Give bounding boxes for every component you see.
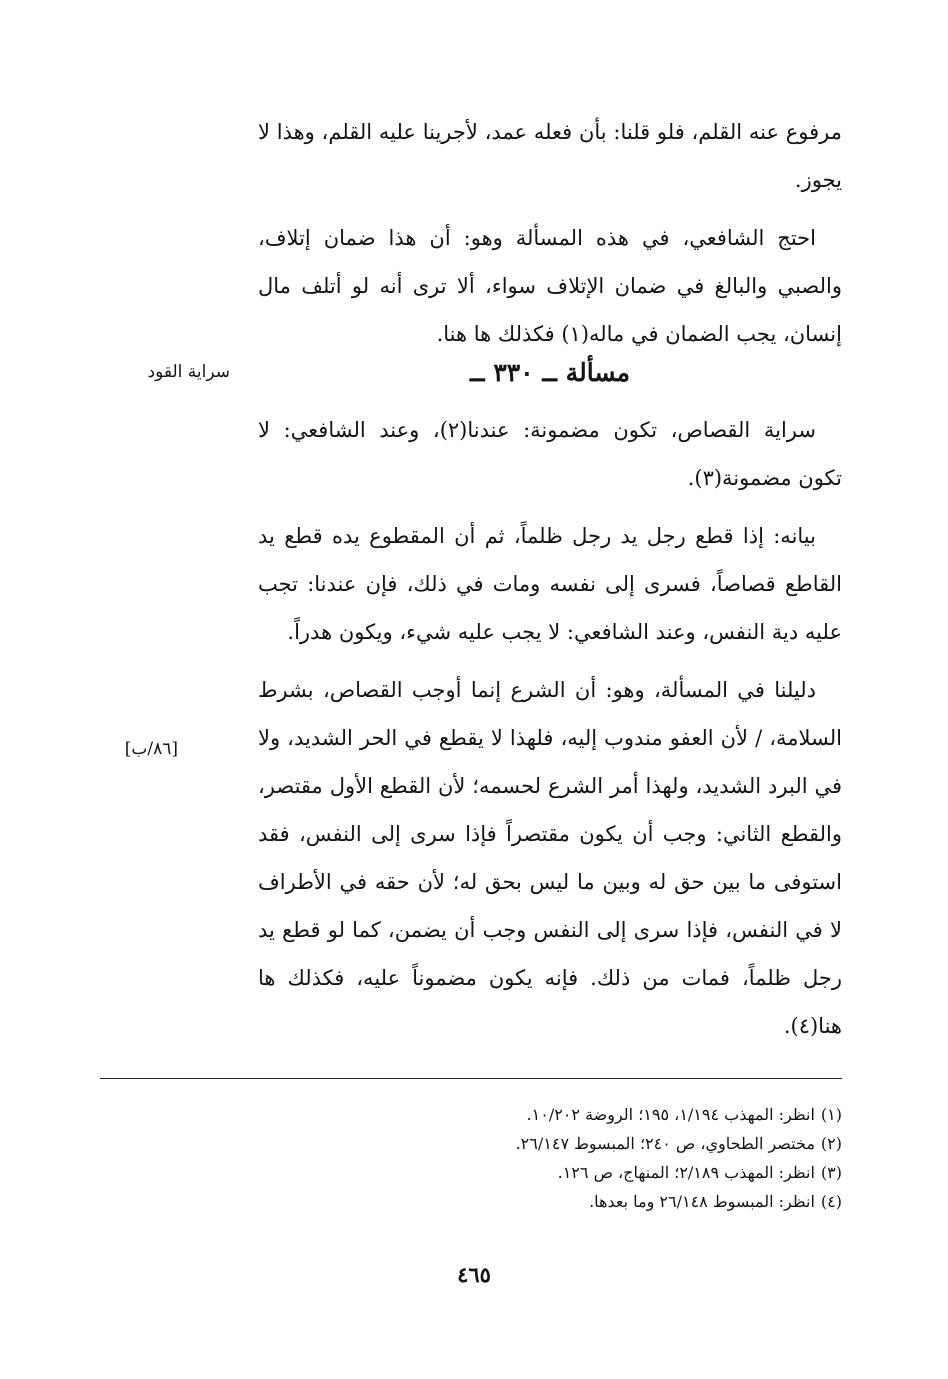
footnote-text: مختصر الطحاوي، ص ٢٤٠؛ المبسوط ٢٦/١٤٧.: [515, 1134, 815, 1153]
footnote: [258, 1187, 842, 1216]
footnote-number: (٣): [820, 1163, 842, 1182]
footnote-number: (١): [820, 1105, 842, 1124]
footnote-text: انظر: المهذب ٢/١٨٩؛ المنهاج، ص ١٢٦.: [557, 1163, 815, 1182]
footnote: [258, 1100, 842, 1129]
manuscript-folio-reference: [٨٦/ب]: [124, 739, 178, 759]
page-number: ٤٦٥: [457, 1262, 491, 1287]
continuation-paragraph: مرفوع عنه القلم، فلو قلنا: بأن فعله عمد، لأجرينا عليه القلم، وهذا لا يجوز.: [258, 120, 842, 192]
footnote-text: انظر: المبسوط ٢٦/١٤٨ وما بعدها.: [589, 1192, 815, 1211]
margin-topic-note: سراية القود: [147, 362, 230, 382]
footnote: [258, 1129, 842, 1158]
footnote-text: انظر: المهذب ١/١٩٤، ١٩٥؛ الروضة ١٠/٢٠٢.: [526, 1105, 815, 1124]
shafii-argument-paragraph: احتج الشافعي، في هذه المسألة وهو: أن هذا ضمان إتلاف، والصبي والبالغ في ضمان الإتلاف سواء، ألا ترى أنه لو أتلف مال إنسان، يجب الضمان في ماله(١) فكذلك ها هنا.: [258, 226, 842, 346]
issue-statement-paragraph: سراية القصاص، تكون مضمونة: عندنا(٢)، وعند الشافعي: لا تكون مضمونة(٣).: [258, 418, 842, 490]
footnote: [258, 1158, 842, 1187]
upper-text-block: [258, 108, 842, 358]
explanation-paragraph: بيانه: إذا قطع رجل يد رجل ظلماً، ثم أن المقطوع يده قطع يد القاطع قصاصاً، فسرى إلى نفسه ومات في ذلك، فإن عندنا: تجب عليه دية النفس، وعند الشافعي: لا يجب عليه شيء، ويكون هدراً.: [258, 524, 842, 644]
footnote-divider: [100, 1078, 842, 1079]
evidence-paragraph: دليلنا في المسألة، وهو: أن الشرع إنما أوجب القصاص، بشرط السلامة، / لأن العفو مندوب إليه، فلهذا لا يقطع في الحر الشديد، ولا في البرد الشديد، ولهذا أمر الشرع لحسمه؛ لأن القطع الأول مقتصر، والقطع الثاني: وجب أن يكون مقتصراً فإذا سرى إلى النفس، فقد استوفى ما بين حق له وبين ما ليس بحق له؛ لأن حقه في الأطراف لا في النفس، فإذا سرى إلى النفس وجب أن يضمن، كما لو قطع يد رجل ظلماً، فمات من ذلك. فإنه يكون مضموناً عليه، فكذلك ها هنا(٤).: [258, 678, 842, 1038]
footnotes: [258, 1100, 842, 1216]
footnote-number: (٢): [820, 1134, 842, 1153]
footnote-number: (٤): [820, 1192, 842, 1211]
issue-heading: مسألة ــ ٣٣٠ ــ: [469, 358, 631, 387]
lower-text-block: [258, 406, 842, 1050]
